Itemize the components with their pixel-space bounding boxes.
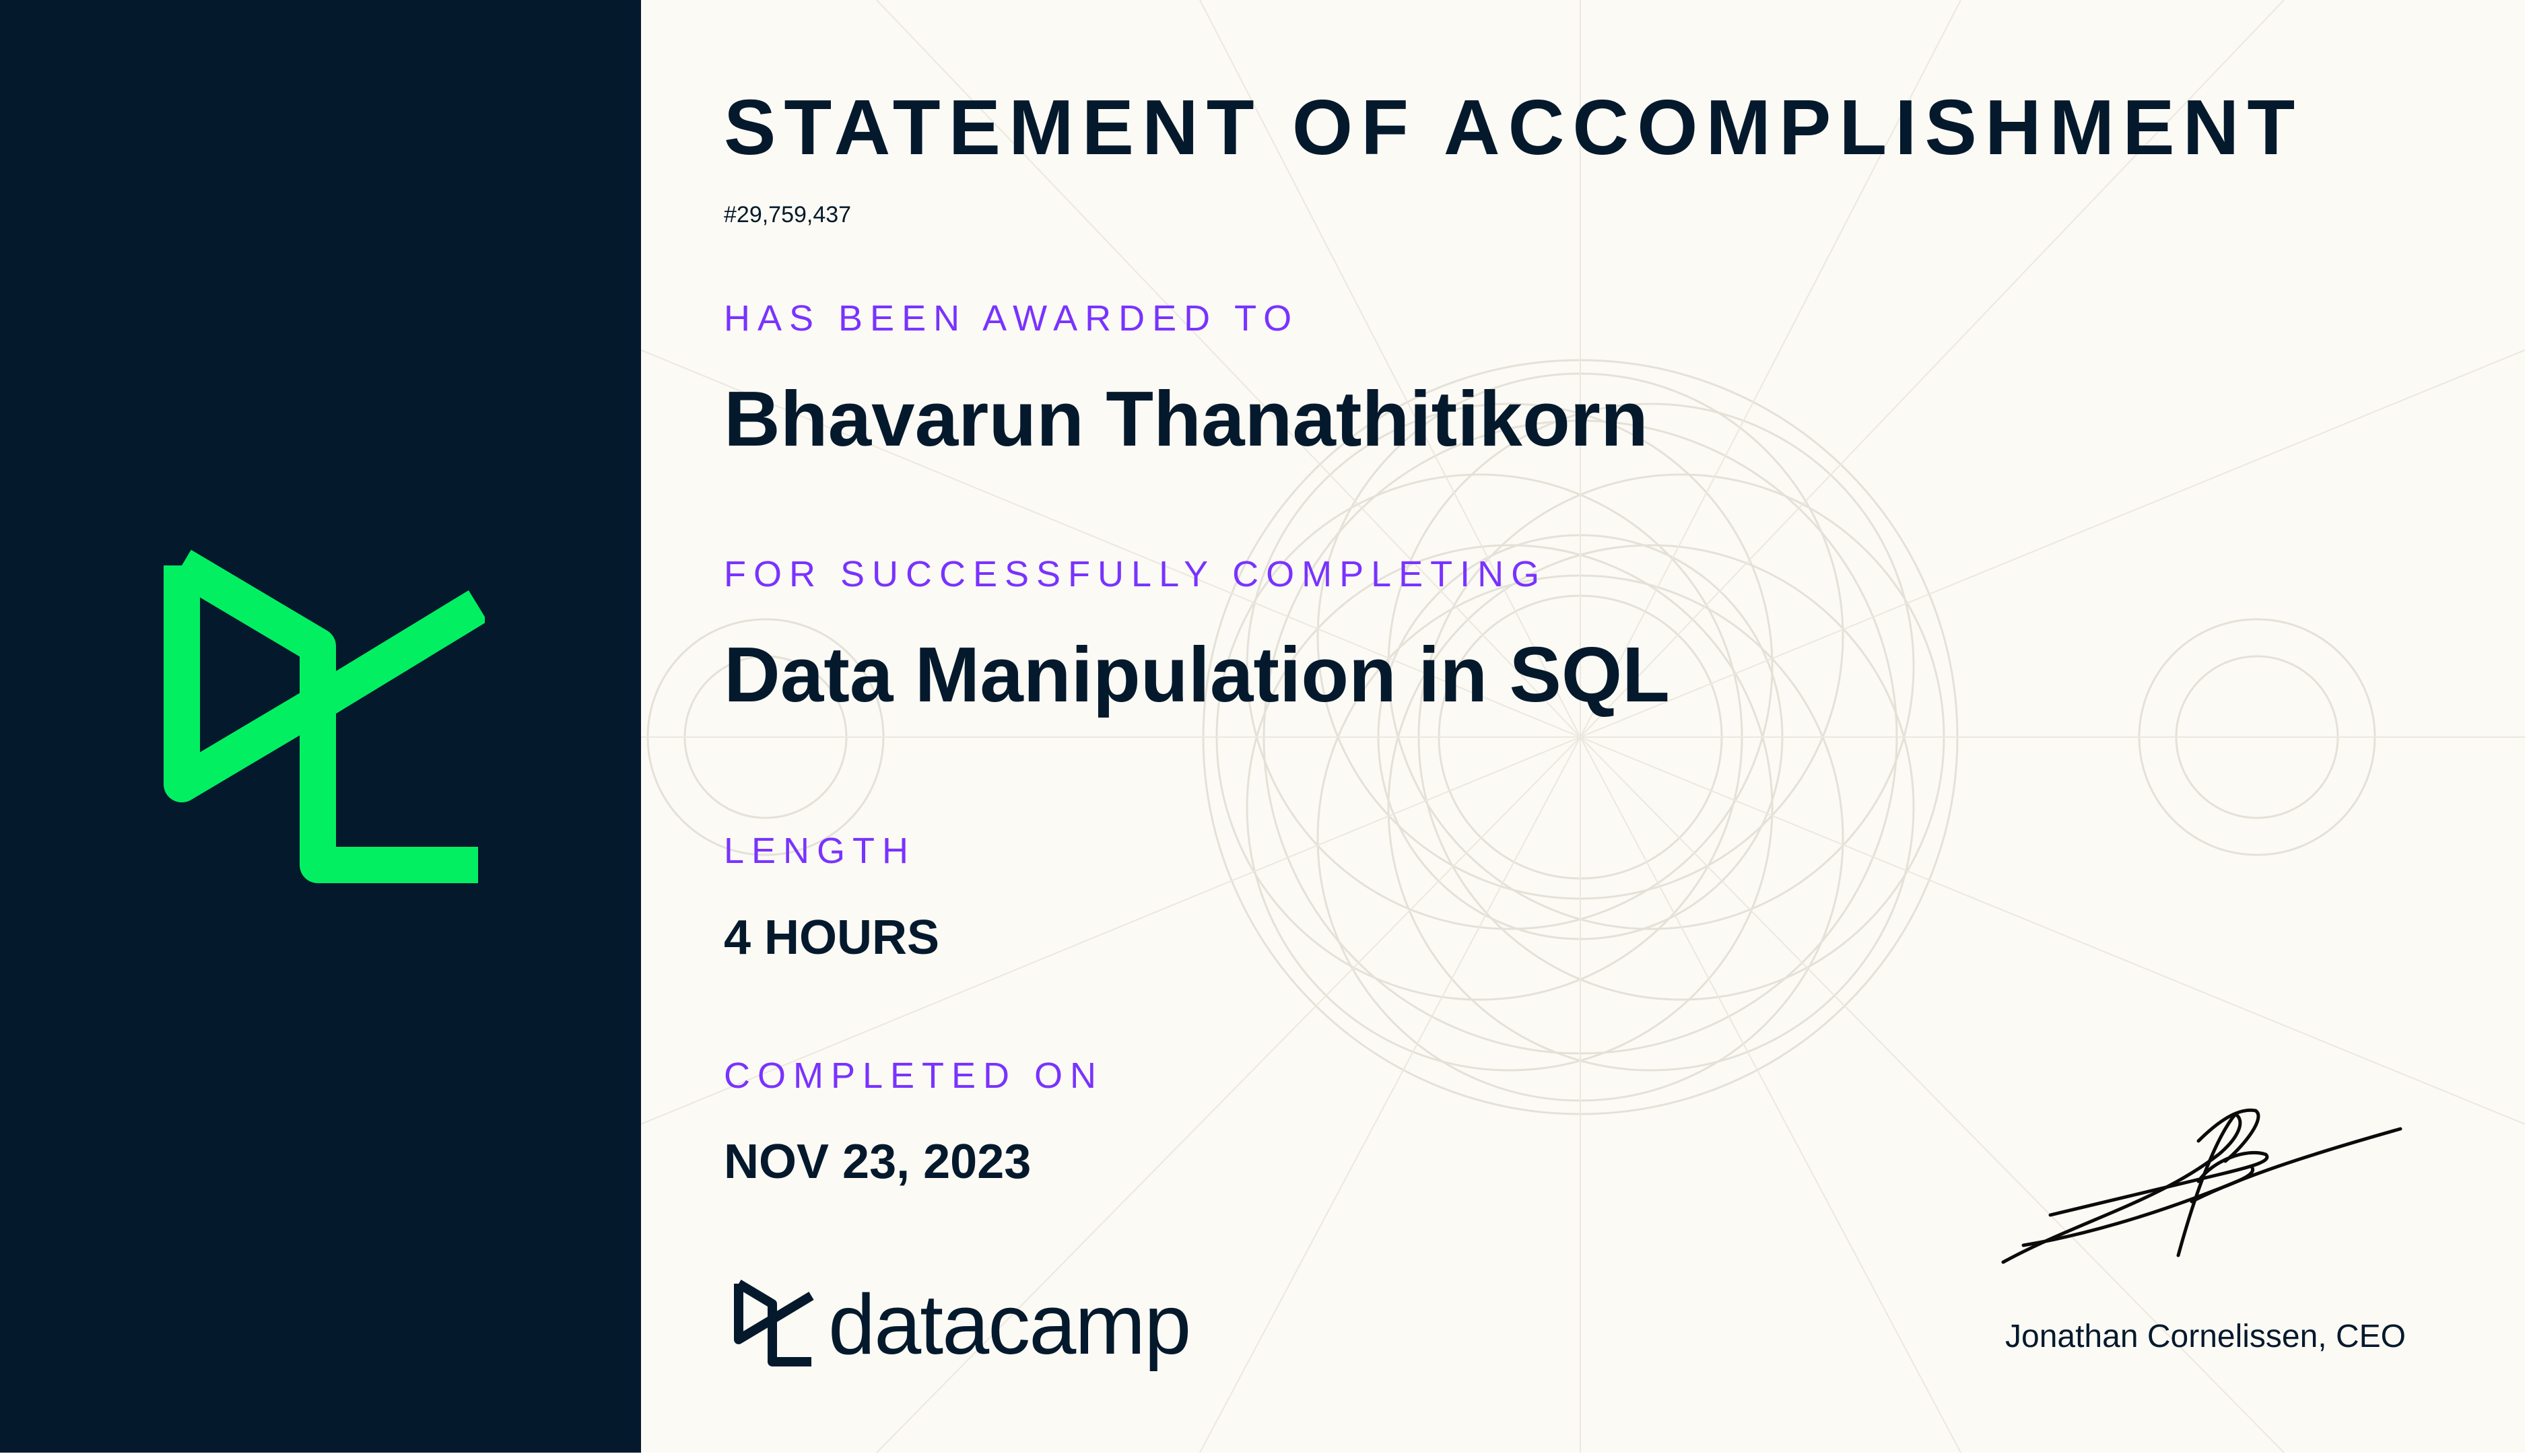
completing-label: FOR SUCCESSFULLY COMPLETING: [724, 554, 1547, 594]
datacamp-mark-icon: [162, 501, 485, 926]
datacamp-wordmark: datacamp: [828, 1277, 1190, 1372]
length-value: 4 HOURS: [724, 911, 940, 965]
awarded-label: HAS BEEN AWARDED TO: [724, 298, 1300, 339]
certificate-number: #29,759,437: [724, 202, 852, 228]
ceo-signature: [1996, 1080, 2411, 1289]
brand-sidebar: [0, 0, 641, 1453]
length-label: LENGTH: [724, 831, 916, 871]
completed-date: NOV 23, 2023: [724, 1135, 1032, 1189]
signer-name: Jonathan Cornelissen, CEO: [2005, 1319, 2406, 1354]
course-title: Data Manipulation in SQL: [724, 631, 1670, 718]
datacamp-logo-icon: [731, 1276, 818, 1377]
recipient-name: Bhavarun Thanathitikorn: [724, 375, 1648, 462]
completed-label: COMPLETED ON: [724, 1055, 1104, 1096]
certificate-title: STATEMENT OF ACCOMPLISHMENT: [724, 83, 2303, 171]
